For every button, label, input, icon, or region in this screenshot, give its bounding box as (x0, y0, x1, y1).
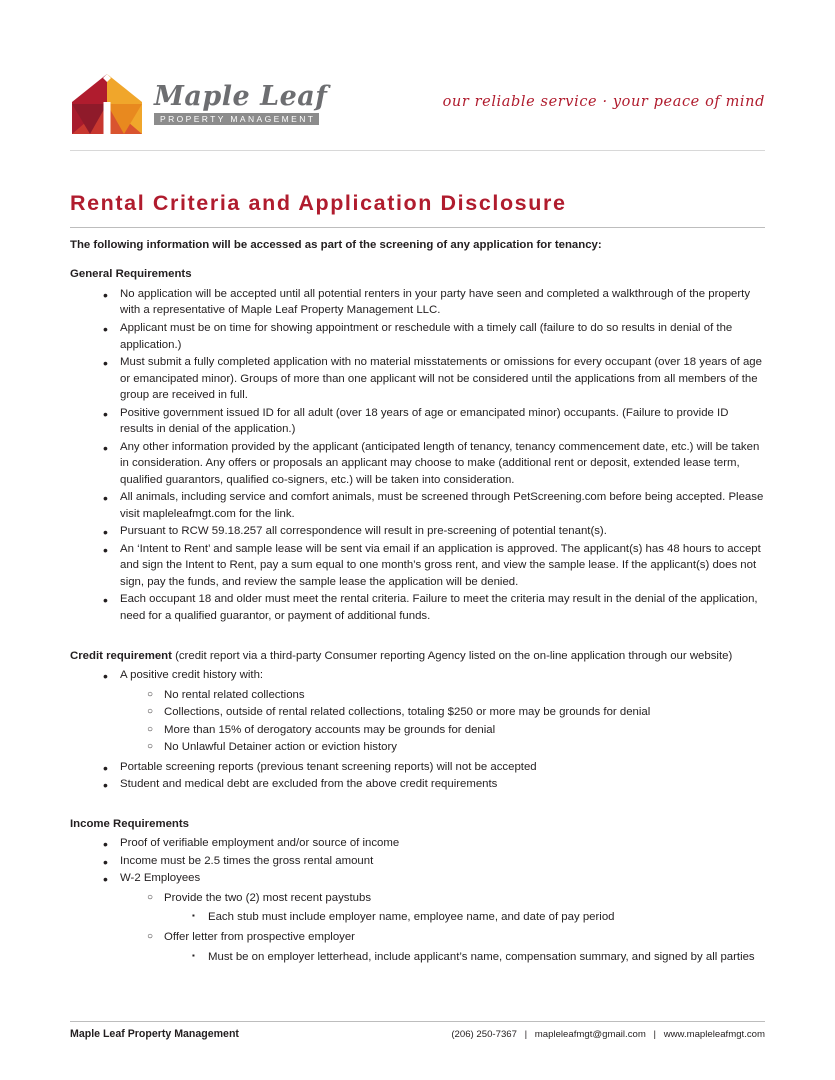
footer-contact (451, 1029, 765, 1040)
list-item-text: Collections, outside of rental related collections, totaling $250 or more may be grounds for denial (164, 706, 651, 719)
maple-leaf-logo-icon (70, 72, 144, 136)
list-item-text: Applicant must be on time for showing appointment or reschedule with a timely call (failure to do so results in denial of the application.) (120, 321, 733, 351)
brand-text (154, 80, 328, 126)
list-item (70, 541, 765, 591)
list-item (70, 405, 765, 438)
title-divider (70, 227, 765, 228)
bullet-icon: • (103, 355, 108, 372)
income-subsublist-wrap-2 (164, 949, 765, 966)
bullet-icon: • (103, 592, 108, 609)
income-subsublist (164, 909, 765, 926)
income-subsublist-wrap (164, 909, 765, 926)
list-item (70, 286, 765, 319)
list-item-text: Student and medical debt are excluded from the above credit requirements (120, 778, 498, 791)
list-item (120, 929, 765, 946)
footer-company: Maple Leaf Property Management (70, 1028, 239, 1040)
credit-sublist-wrap (120, 687, 765, 756)
footer-separator-2: | (653, 1029, 657, 1040)
credit-heading-note: (credit report via a third-party Consumer reporting Agency listed on the on-line application through our website) (171, 649, 733, 662)
brand-name: Maple Leaf (154, 80, 328, 112)
list-item-text: Provide the two (2) most recent paystubs (164, 891, 372, 904)
list-item (70, 320, 765, 353)
general-requirements-list (70, 286, 765, 625)
income-subsublist-2 (164, 949, 765, 966)
list-item-text: Income must be 2.5 times the gross rental amount (120, 854, 374, 867)
list-item-text: No Unlawful Detainer action or eviction history (164, 741, 397, 754)
brand-block (70, 72, 327, 136)
bullet-icon: • (103, 439, 108, 456)
tagline: our reliable service · your peace of mind (442, 94, 765, 110)
list-item-text: Each occupant 18 and older must meet the rental criteria. Failure to meet the criteria may result in the denial of the application, need for a qualified guarantor, or payment of additional funds. (120, 593, 758, 623)
income-sublist (120, 890, 765, 907)
credit-requirements-list (70, 667, 765, 684)
bullet-icon: • (103, 541, 108, 558)
list-item-text: All animals, including service and comfort animals, must be screened through PetScreening.com before being accepted. Please visit mapleleafmgt.com for the link. (120, 491, 764, 520)
list-item (70, 853, 765, 870)
circle-bullet-icon: ○ (147, 930, 154, 942)
circle-bullet-icon: ○ (147, 741, 154, 753)
list-item (70, 870, 765, 887)
list-item (70, 591, 765, 624)
list-item (70, 354, 765, 404)
list-item (70, 667, 765, 684)
page-title: Rental Criteria and Application Disclosure (70, 191, 567, 215)
list-item (70, 835, 765, 852)
list-item (164, 909, 765, 926)
bullet-icon: • (103, 836, 108, 853)
section-heading-credit (70, 648, 765, 665)
list-item-text: Portable screening reports (previous tenant screening reports) will not be accepted (120, 760, 537, 773)
document-footer (70, 1021, 765, 1040)
section-heading-income: Income Requirements (70, 817, 190, 830)
square-bullet-icon: ▪ (192, 911, 195, 921)
footer-email[interactable]: mapleleafmgt@gmail.com (534, 1029, 646, 1040)
bullet-icon: • (103, 853, 108, 870)
circle-bullet-icon: ○ (147, 723, 154, 735)
list-item-text: Proof of verifiable employment and/or source of income (120, 837, 400, 850)
list-item (70, 489, 765, 522)
list-item-text: More than 15% of derogatory accounts may be grounds for denial (164, 723, 496, 736)
list-item (70, 759, 765, 776)
list-item-text: No rental related collections (164, 688, 305, 701)
list-item-text: A positive credit history with: (120, 669, 264, 682)
bullet-icon: • (103, 871, 108, 888)
list-item-text: Each stub must include employer name, employee name, and date of pay period (208, 911, 615, 924)
list-item (120, 722, 765, 739)
list-item-text: Must be on employer letterhead, include applicant’s name, compensation summary, and signed by all parties (208, 950, 755, 963)
square-bullet-icon: ▪ (192, 950, 195, 960)
circle-bullet-icon: ○ (147, 706, 154, 718)
list-item (120, 890, 765, 907)
footer-separator: | (524, 1029, 528, 1040)
list-item-text: Pursuant to RCW 59.18.257 all correspondence will result in pre-screening of potential tenant(s). (120, 525, 607, 538)
bullet-icon: • (103, 668, 108, 685)
list-item (164, 949, 765, 966)
income-sublist-wrap (120, 890, 765, 965)
footer-phone: (206) 250-7367 (451, 1029, 517, 1040)
list-item (120, 687, 765, 704)
bullet-icon: • (103, 320, 108, 337)
circle-bullet-icon: ○ (147, 891, 154, 903)
list-item (70, 439, 765, 489)
document-header (70, 0, 765, 151)
list-item-text: Offer letter from prospective employer (164, 930, 355, 943)
list-item (120, 704, 765, 721)
income-requirements-list (70, 835, 765, 887)
list-item-text: Must submit a fully completed application with no material misstatements or omissions for every occupant (over 18 years of age or emancipated minor). Groups of more than one applicant will not be considered until the applications from all members of the group are received in full. (120, 356, 762, 402)
circle-bullet-icon: ○ (147, 688, 154, 700)
brand-subtitle: PROPERTY MANAGEMENT (154, 113, 319, 126)
bullet-icon: • (103, 286, 108, 303)
bullet-icon: • (103, 759, 108, 776)
list-item-text: Any other information provided by the applicant (anticipated length of tenancy, tenancy commencement date, etc.) will be taken in consideration. Any offers or proposals an applicant may choose to make (additional rent or deposit, extended lease term, qualified guarantors, qualified co-signers, etc.) will be taken into consideration. (120, 440, 760, 486)
intro-text: The following information will be accessed as part of the screening of any application for tenancy: (70, 239, 602, 251)
bullet-icon: • (103, 490, 108, 507)
list-item (70, 523, 765, 540)
section-heading-general: General Requirements (70, 268, 192, 281)
credit-heading-label: Credit requirement (70, 649, 172, 662)
bullet-icon: • (103, 405, 108, 422)
income-sublist-2 (120, 929, 765, 946)
list-item-text: An ‘Intent to Rent’ and sample lease will be sent via email if an application is approved. The applicant(s) has 48 hours to accept and sign the Intent to Rent, pay a sum equal to one month’s gross rent, and view the sample lease. If the applicant(s) does not sign, pay the funds, and review the sample lease the application will be denied. (120, 542, 761, 588)
footer-website[interactable]: www.mapleleafmgt.com (663, 1029, 765, 1040)
credit-requirements-list-cont (70, 759, 765, 793)
bullet-icon: • (103, 524, 108, 541)
list-item (120, 739, 765, 756)
list-item (70, 776, 765, 793)
list-item-text: Positive government issued ID for all adult (over 18 years of age or emancipated minor) occupants. (Failure to provide ID results in denial of the application.) (120, 406, 729, 436)
list-item-text: No application will be accepted until all potential renters in your party have seen and completed a walkthrough of the property with a representative of Maple Leaf Property Management LLC. (120, 287, 751, 317)
bullet-icon: • (103, 777, 108, 794)
list-item-text: W-2 Employees (120, 872, 201, 885)
credit-sublist (120, 687, 765, 756)
